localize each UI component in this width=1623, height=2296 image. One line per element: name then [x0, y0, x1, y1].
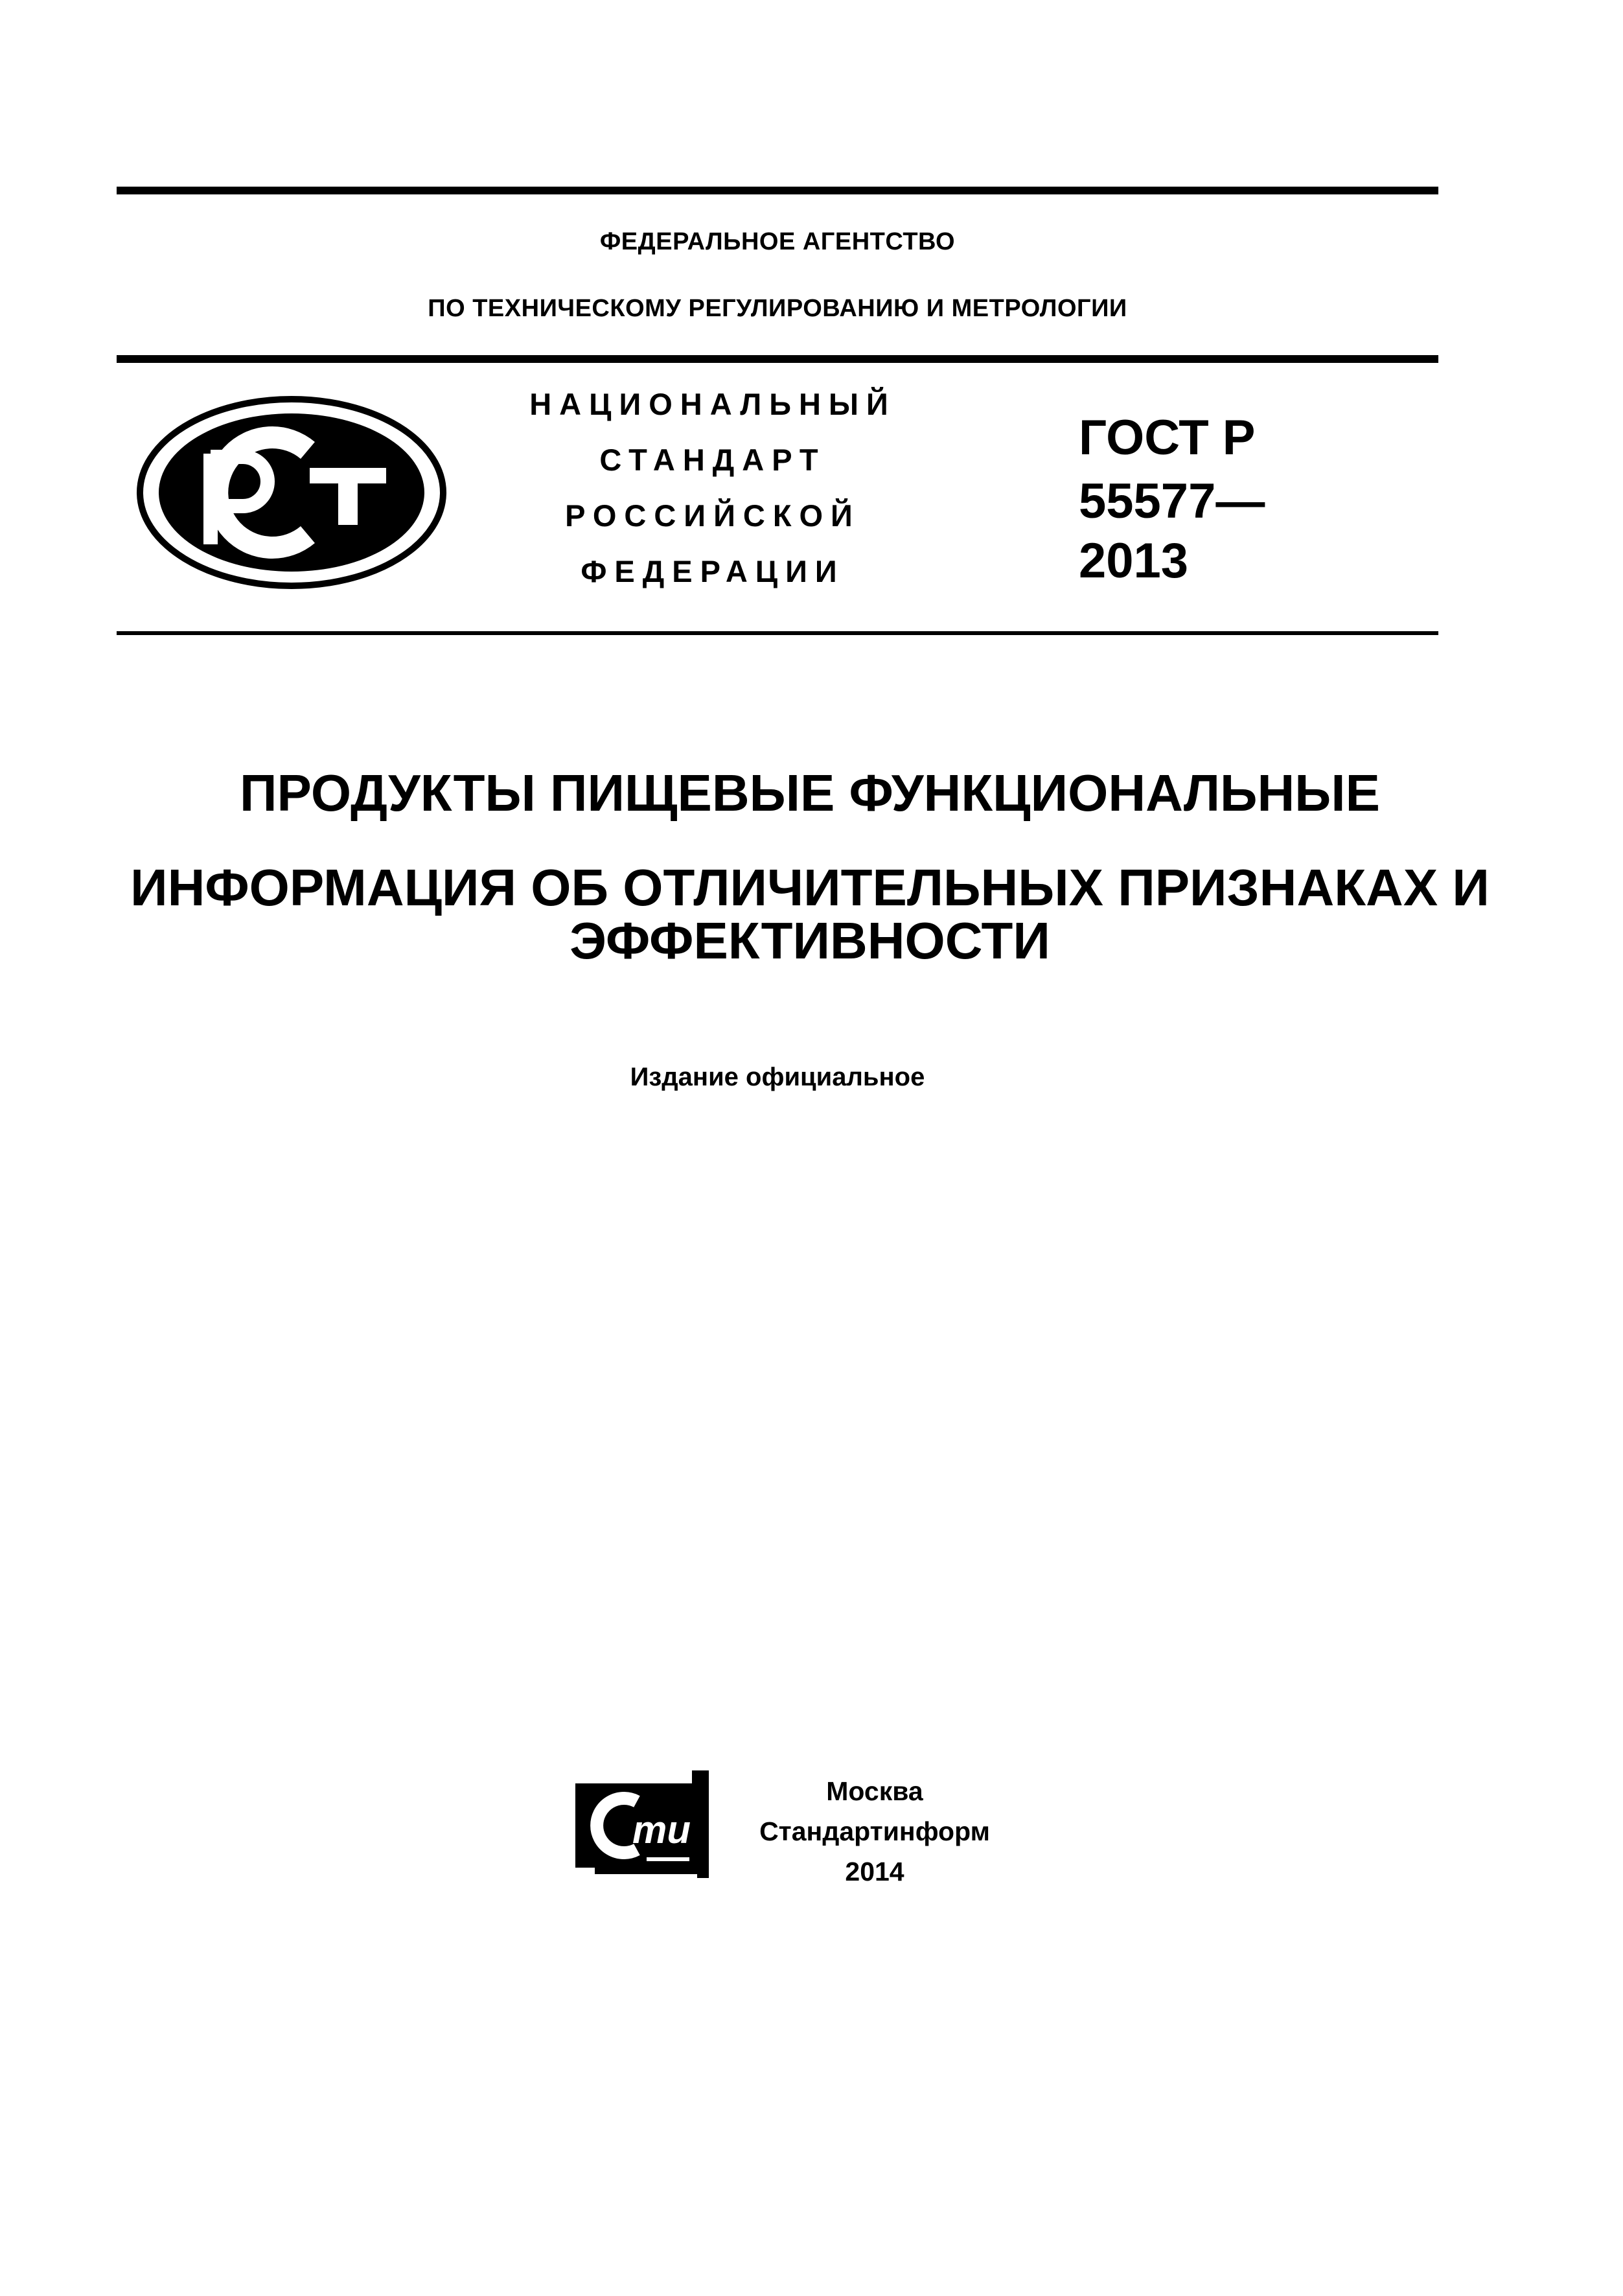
document-subtitle-line-2: ЭФФЕКТИВНОСТИ: [570, 912, 1050, 969]
document-title-line-1: ПРОДУКТЫ ПИЩЕВЫЕ ФУНКЦИОНАЛЬНЫЕ: [240, 764, 1380, 822]
imprint-year: 2014: [845, 1857, 904, 1886]
imprint-city: Москва: [826, 1776, 923, 1806]
sti-logo-icon: [575, 1770, 709, 1878]
national-line-1: НАЦИОНАЛЬНЫЙ: [529, 387, 896, 421]
block-rule: [117, 631, 1438, 635]
agency-line-2: ПО ТЕХНИЧЕСКОМУ РЕГУЛИРОВАНИЮ И МЕТРОЛОГИИ: [428, 295, 1127, 322]
national-line-3: РОССИЙСКОЙ: [565, 498, 860, 533]
top-rule: [117, 187, 1438, 194]
document-subtitle-line-1: ИНФОРМАЦИЯ ОБ ОТЛИЧИТЕЛЬНЫХ ПРИЗНАКАХ И: [130, 859, 1490, 916]
national-line-4: ФЕДЕРАЦИИ: [581, 554, 845, 588]
gost-designation-line-2: 55577—: [1079, 474, 1265, 529]
imprint-publisher: Стандартинформ: [759, 1816, 990, 1846]
header-rule: [117, 355, 1438, 363]
edition-label: Издание официальное: [630, 1063, 925, 1091]
gost-designation-line-1: ГОСТ Р: [1079, 410, 1256, 465]
agency-line-1: ФЕДЕРАЛЬНОЕ АГЕНТСТВО: [599, 228, 956, 255]
national-line-2: СТАНДАРТ: [599, 443, 826, 477]
svg-text:ти: ти: [632, 1808, 691, 1851]
gost-designation-line-3: 2013: [1079, 533, 1189, 588]
rst-logo-icon: [136, 395, 447, 590]
